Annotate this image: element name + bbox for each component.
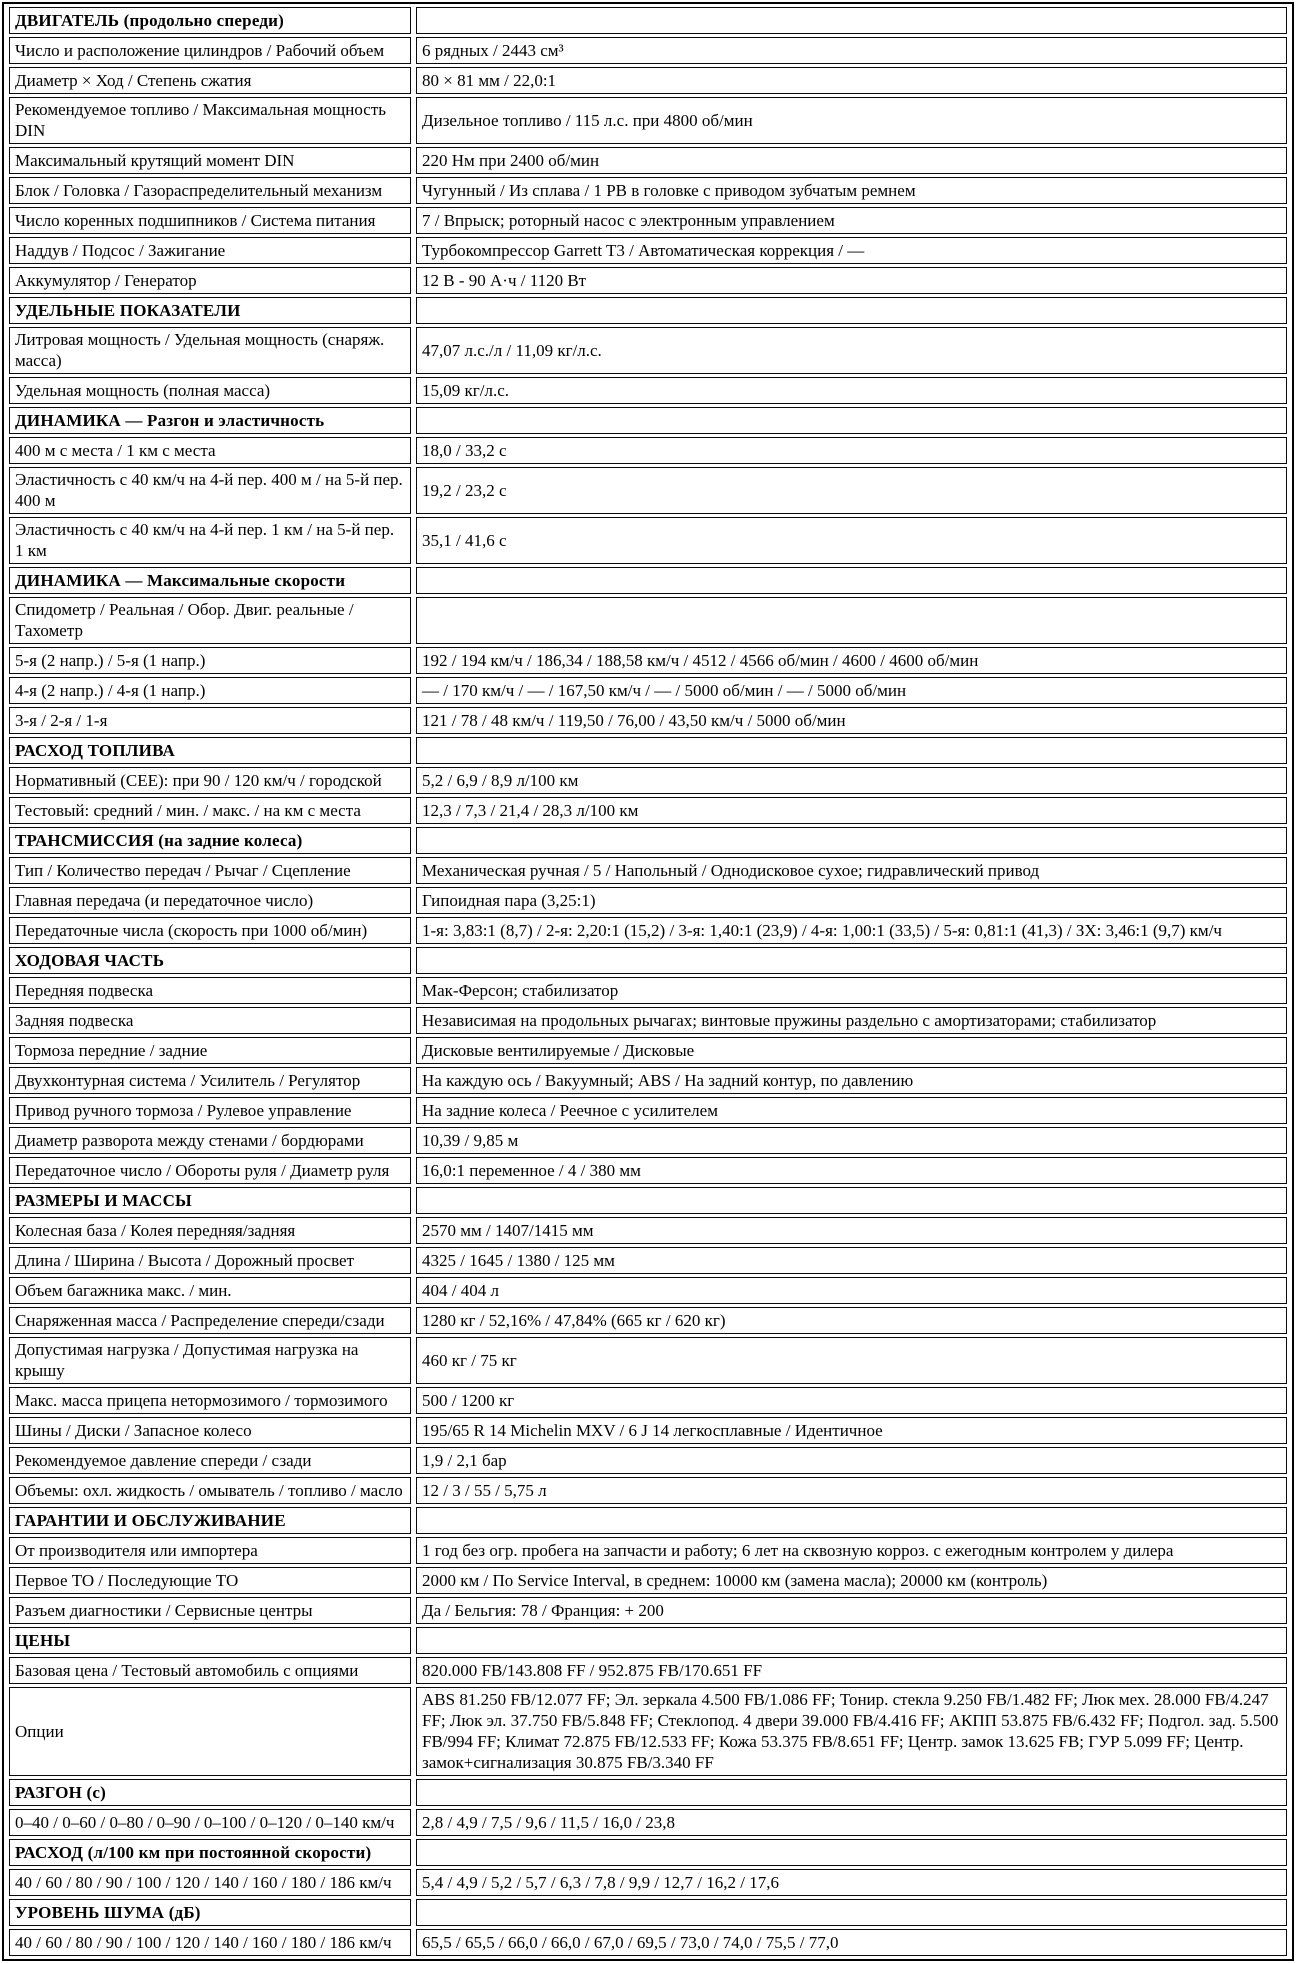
spec-label: Число коренных подшипников / Система питания [9,207,411,234]
table-row [9,977,1287,1004]
section-empty-cell [416,1779,1287,1806]
spec-label: Максимальный крутящий момент DIN [9,147,411,174]
spec-value [416,597,1287,644]
table-row [9,1007,1287,1034]
section-title: РАСХОД (л/100 км при постоянной скорости) [9,1839,411,1866]
spec-label: Тормоза передние / задние [9,1037,411,1064]
spec-value: 1280 кг / 52,16% / 47,84% (665 кг / 620 кг) [416,1307,1287,1334]
table-row [9,37,1287,64]
spec-value: 16,0:1 переменное / 4 / 380 мм [416,1157,1287,1184]
spec-value: 2,8 / 4,9 / 7,5 / 9,6 / 11,5 / 16,0 / 23,8 [416,1809,1287,1836]
table-row [9,177,1287,204]
section-empty-cell [416,1627,1287,1654]
table-row [9,97,1287,144]
spec-value: 10,39 / 9,85 м [416,1127,1287,1154]
table-row [9,1809,1287,1836]
table-row [9,1477,1287,1504]
section-title: ЦЕНЫ [9,1627,411,1654]
section-empty-cell [416,567,1287,594]
spec-value: 121 / 78 / 48 км/ч / 119,50 / 76,00 / 43,50 км/ч / 5000 об/мин [416,707,1287,734]
table-row [9,517,1287,564]
table-row [9,707,1287,734]
table-row [9,1097,1287,1124]
spec-label: Макс. масса прицепа нетормозимого / тормозимого [9,1387,411,1414]
spec-label: Спидометр / Реальная / Обор. Двиг. реальные / Тахометр [9,597,411,644]
spec-value: 1 год без огр. пробега на запчасти и работу; 6 лет на сквозную корроз. с ежегодным контролем у дилера [416,1537,1287,1564]
table-row [9,1387,1287,1414]
spec-value: Дисковые вентилируемые / Дисковые [416,1037,1287,1064]
spec-label: Диаметр разворота между стенами / бордюрами [9,1127,411,1154]
table-row [9,437,1287,464]
spec-value: На задние колеса / Реечное с усилителем [416,1097,1287,1124]
spec-value: 65,5 / 65,5 / 66,0 / 66,0 / 67,0 / 69,5 / 73,0 / 74,0 / 75,5 / 77,0 [416,1929,1287,1956]
spec-value: 195/65 R 14 Michelin MXV / 6 J 14 легкосплавные / Идентичное [416,1417,1287,1444]
table-row [9,1687,1287,1776]
spec-label: Тип / Количество передач / Рычаг / Сцепление [9,857,411,884]
spec-label: Эластичность с 40 км/ч на 4-й пер. 1 км / на 5-й пер. 1 км [9,517,411,564]
spec-label: Базовая цена / Тестовый автомобиль с опциями [9,1657,411,1684]
spec-label: Рекомендуемое давление спереди / сзади [9,1447,411,1474]
section-header-row [9,1899,1287,1926]
spec-label: Рекомендуемое топливо / Максимальная мощность DIN [9,97,411,144]
spec-label: Удельная мощность (полная масса) [9,377,411,404]
table-row [9,237,1287,264]
spec-value: Дизельное топливо / 115 л.с. при 4800 об/мин [416,97,1287,144]
spec-value: 1,9 / 2,1 бар [416,1447,1287,1474]
spec-label: 40 / 60 / 80 / 90 / 100 / 120 / 140 / 160 / 180 / 186 км/ч [9,1929,411,1956]
table-row [9,1567,1287,1594]
section-title: УРОВЕНЬ ШУМА (дБ) [9,1899,411,1926]
section-header-row [9,407,1287,434]
table-row [9,1247,1287,1274]
spec-label: Тестовый: средний / мин. / макс. / на км с места [9,797,411,824]
spec-value: 460 кг / 75 кг [416,1337,1287,1384]
spec-value: 19,2 / 23,2 с [416,467,1287,514]
spec-label: Снаряженная масса / Распределение спереди/сзади [9,1307,411,1334]
section-empty-cell [416,827,1287,854]
table-row [9,1597,1287,1624]
section-title: ДИНАМИКА — Максимальные скорости [9,567,411,594]
spec-label: Разъем диагностики / Сервисные центры [9,1597,411,1624]
section-header-row [9,297,1287,324]
table-row [9,467,1287,514]
section-header-row [9,1839,1287,1866]
spec-label: Задняя подвеска [9,1007,411,1034]
spec-value: Чугунный / Из сплава / 1 РВ в головке с приводом зубчатым ремнем [416,177,1287,204]
section-header-row [9,567,1287,594]
table-row [9,857,1287,884]
spec-label: Диаметр × Ход / Степень сжатия [9,67,411,94]
section-title: ДИНАМИКА — Разгон и эластичность [9,407,411,434]
table-row [9,1337,1287,1384]
spec-value: 5,2 / 6,9 / 8,9 л/100 км [416,767,1287,794]
section-header-row [9,1779,1287,1806]
spec-value: 220 Нм при 2400 об/мин [416,147,1287,174]
spec-label: Первое ТО / Последующие ТО [9,1567,411,1594]
spec-label: Число и расположение цилиндров / Рабочий объем [9,37,411,64]
spec-value: ABS 81.250 FB/12.077 FF; Эл. зеркала 4.500 FB/1.086 FF; Тонир. стекла 9.250 FB/1.482 FF; Люк мех. 28.000 FB/4.247 FF; Люк эл. 37.750 FB/5.848 FF; Стеклопод. 4 двери 39.000 FB/4.416 FF; АКПП 53.875 FB/6.432 FF; Подгол. зад. 5.500 FB/994 FF; Климат 72.875 FB/12.533 FF; Кожа 53.375 FB/8.651 FF; Центр. замок 13.625 FB; ГУР 5.099 FF; Центр. замок+сигнализация 30.875 FB/3.340 FF [416,1687,1287,1776]
section-empty-cell [416,7,1287,34]
section-title: ДВИГАТЕЛЬ (продольно спереди) [9,7,411,34]
spec-label: Главная передача (и передаточное число) [9,887,411,914]
spec-label: Объемы: охл. жидкость / омыватель / топливо / масло [9,1477,411,1504]
spec-value: 2570 мм / 1407/1415 мм [416,1217,1287,1244]
spec-label: Литровая мощность / Удельная мощность (снаряж. масса) [9,327,411,374]
table-row [9,1157,1287,1184]
table-row [9,67,1287,94]
table-row [9,207,1287,234]
spec-value: 18,0 / 33,2 с [416,437,1287,464]
table-row [9,1447,1287,1474]
spec-label: Эластичность с 40 км/ч на 4-й пер. 400 м / на 5-й пер. 400 м [9,467,411,514]
spec-value: Мак-Ферсон; стабилизатор [416,977,1287,1004]
section-empty-cell [416,1507,1287,1534]
spec-label: Передняя подвеска [9,977,411,1004]
table-row [9,1067,1287,1094]
section-title: ХОДОВАЯ ЧАСТЬ [9,947,411,974]
section-title: РАЗМЕРЫ И МАССЫ [9,1187,411,1214]
spec-value: На каждую ось / Вакуумный; ABS / На задний контур, по давлению [416,1067,1287,1094]
table-row [9,797,1287,824]
table-row [9,887,1287,914]
section-header-row [9,1187,1287,1214]
spec-value: Гипоидная пара (3,25:1) [416,887,1287,914]
spec-value: 4325 / 1645 / 1380 / 125 мм [416,1247,1287,1274]
table-row [9,377,1287,404]
spec-value: 47,07 л.с./л / 11,09 кг/л.с. [416,327,1287,374]
spec-label: От производителя или импортера [9,1537,411,1564]
spec-value: — / 170 км/ч / — / 167,50 км/ч / — / 5000 об/мин / — / 5000 об/мин [416,677,1287,704]
table-row [9,597,1287,644]
table-row [9,1127,1287,1154]
section-header-row [9,1627,1287,1654]
spec-label: Шины / Диски / Запасное колесо [9,1417,411,1444]
section-empty-cell [416,1839,1287,1866]
section-empty-cell [416,407,1287,434]
table-row [9,1037,1287,1064]
section-title: УДЕЛЬНЫЕ ПОКАЗАТЕЛИ [9,297,411,324]
spec-value: 1-я: 3,83:1 (8,7) / 2-я: 2,20:1 (15,2) / 3-я: 1,40:1 (23,9) / 4-я: 1,00:1 (33,5) / 5-я: 0,81:1 (41,3) / ЗХ: 3,46:1 (9,7) км/ч [416,917,1287,944]
table-row [9,767,1287,794]
table-row [9,1537,1287,1564]
section-empty-cell [416,737,1287,764]
section-title: РАСХОД ТОПЛИВА [9,737,411,764]
spec-value: 820.000 FB/143.808 FF / 952.875 FB/170.651 FF [416,1657,1287,1684]
table-row [9,1869,1287,1896]
spec-label: 3-я / 2-я / 1-я [9,707,411,734]
section-empty-cell [416,297,1287,324]
spec-value: 404 / 404 л [416,1277,1287,1304]
spec-label: Объем багажника макс. / мин. [9,1277,411,1304]
table-row [9,1277,1287,1304]
spec-label: Колесная база / Колея передняя/задняя [9,1217,411,1244]
spec-label: 0–40 / 0–60 / 0–80 / 0–90 / 0–100 / 0–120 / 0–140 км/ч [9,1809,411,1836]
spec-value: 7 / Впрыск; роторный насос с электронным управлением [416,207,1287,234]
spec-value: 35,1 / 41,6 с [416,517,1287,564]
section-header-row [9,1507,1287,1534]
spec-label: Нормативный (CEE): при 90 / 120 км/ч / городской [9,767,411,794]
section-empty-cell [416,947,1287,974]
spec-value: 12 В - 90 А·ч / 1120 Вт [416,267,1287,294]
section-header-row [9,947,1287,974]
spec-label: Наддув / Подсос / Зажигание [9,237,411,264]
spec-value: Турбокомпрессор Garrett T3 / Автоматическая коррекция / — [416,237,1287,264]
section-title: ТРАНСМИССИЯ (на задние колеса) [9,827,411,854]
spec-value: 500 / 1200 кг [416,1387,1287,1414]
spec-value: 6 рядных / 2443 см³ [416,37,1287,64]
table-row [9,917,1287,944]
spec-value: 12,3 / 7,3 / 21,4 / 28,3 л/100 км [416,797,1287,824]
spec-value: 80 × 81 мм / 22,0:1 [416,67,1287,94]
car-spec-table [2,2,1294,1961]
section-empty-cell [416,1899,1287,1926]
table-row [9,647,1287,674]
spec-label: Передаточные числа (скорость при 1000 об/мин) [9,917,411,944]
section-title: РАЗГОН (с) [9,1779,411,1806]
section-empty-cell [416,1187,1287,1214]
spec-label: 400 м с места / 1 км с места [9,437,411,464]
table-row [9,1217,1287,1244]
spec-label: 4-я (2 напр.) / 4-я (1 напр.) [9,677,411,704]
section-header-row [9,827,1287,854]
table-row [9,677,1287,704]
table-row [9,1417,1287,1444]
spec-label: Двухконтурная система / Усилитель / Регулятор [9,1067,411,1094]
table-row [9,1929,1287,1956]
spec-label: Привод ручного тормоза / Рулевое управление [9,1097,411,1124]
spec-value: 12 / 3 / 55 / 5,75 л [416,1477,1287,1504]
spec-value: Независимая на продольных рычагах; винтовые пружины раздельно с амортизаторами; стабилизатор [416,1007,1287,1034]
spec-label: Передаточное число / Обороты руля / Диаметр руля [9,1157,411,1184]
spec-table-body [9,7,1287,1956]
spec-label: 40 / 60 / 80 / 90 / 100 / 120 / 140 / 160 / 180 / 186 км/ч [9,1869,411,1896]
table-row [9,327,1287,374]
section-header-row [9,737,1287,764]
spec-value: 2000 км / По Service Interval, в среднем: 10000 км (замена масла); 20000 км (контроль) [416,1567,1287,1594]
spec-label: Длина / Ширина / Высота / Дорожный просвет [9,1247,411,1274]
table-row [9,147,1287,174]
spec-value: 5,4 / 4,9 / 5,2 / 5,7 / 6,3 / 7,8 / 9,9 / 12,7 / 16,2 / 17,6 [416,1869,1287,1896]
table-row [9,267,1287,294]
table-row [9,1657,1287,1684]
spec-value: Да / Бельгия: 78 / Франция: + 200 [416,1597,1287,1624]
spec-label: Аккумулятор / Генератор [9,267,411,294]
table-row [9,1307,1287,1334]
spec-label: Допустимая нагрузка / Допустимая нагрузка на крышу [9,1337,411,1384]
spec-label: Опции [9,1687,411,1776]
spec-value: 15,09 кг/л.с. [416,377,1287,404]
spec-label: 5-я (2 напр.) / 5-я (1 напр.) [9,647,411,674]
spec-value: 192 / 194 км/ч / 186,34 / 188,58 км/ч / 4512 / 4566 об/мин / 4600 / 4600 об/мин [416,647,1287,674]
spec-value: Механическая ручная / 5 / Напольный / Однодисковое сухое; гидравлический привод [416,857,1287,884]
spec-label: Блок / Головка / Газораспределительный механизм [9,177,411,204]
section-title: ГАРАНТИИ И ОБСЛУЖИВАНИЕ [9,1507,411,1534]
section-header-row [9,7,1287,34]
